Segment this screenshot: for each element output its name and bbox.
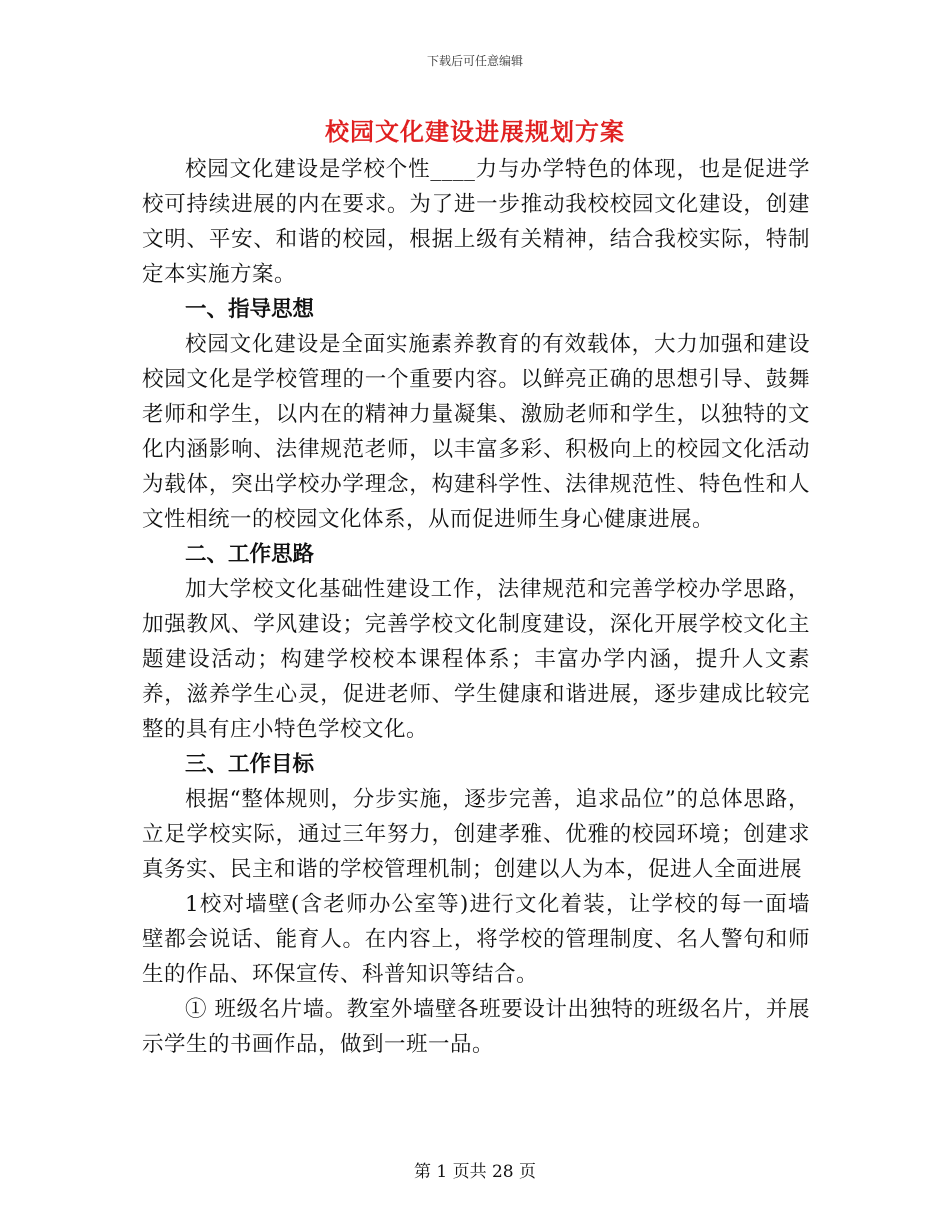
page-number: 第 1 页共 28 页	[413, 1162, 537, 1182]
work-approach-paragraph: 加大学校文化基础性建设工作，法律规范和完善学校办学思路，加强教风、学风建设；完善学校文化制度建设，深化开展学校文化主题建设活动；构建学校校本课程体系；丰富办学内涵，提升人文素养，滋养学生心灵，促进老师、学生健康和谐进展，逐步建成比较完整的具有庄小特色学校文化。	[142, 577, 810, 742]
class-card-wall-paragraph: ① 班级名片墙。教室外墙壁各班要设计出独特的班级名片，并展示学生的书画作品，做到一班一品。	[142, 997, 810, 1057]
guiding-thought-paragraph: 校园文化建设是全面实施素养教育的有效载体，大力加强和建设校园文化是学校管理的一个重要内容。以鲜亮正确的思想引导、鼓舞老师和学生，以内在的精神力量凝集、激励老师和学生，以独特的文化内涵影响、法律规范老师，以丰富多彩、积极向上的校园文化活动为载体，突出学校办学理念，构建科学性、法律规范性、特色性和人文性相统一的校园文化体系，从而促进师生身心健康进展。	[142, 332, 810, 532]
wall-culture-paragraph: 1校对墙壁(含老师办公室等)进行文化着装，让学校的每一面墙壁都会说话、能育人。在内容上，将学校的管理制度、名人警句和师生的作品、环保宣传、科普知识等结合。	[142, 892, 810, 987]
work-goals-paragraph: 根据“整体规则，分步实施，逐步完善，追求品位”的总体思路，立足学校实际，通过三年努力，创建孝雅、优雅的校园环境；创建求真务实、民主和谐的学校管理机制；创建以人为本，促进人全面进展	[142, 787, 810, 882]
document-body	[142, 152, 810, 1062]
section-heading-work-approach: 二、工作思路	[185, 542, 315, 567]
intro-paragraph: 校园文化建设是学校个性____力与办学特色的体现，也是促进学校可持续进展的内在要求。为了进一步推动我校校园文化建设，创建文明、平安、和谐的校园，根据上级有关精神，结合我校实际，特制定本实施方案。	[142, 157, 810, 287]
page-header-note: 下载后可任意编辑	[426, 54, 523, 68]
section-heading-guiding-thought: 一、指导思想	[185, 297, 315, 322]
section-heading-work-goals: 三、工作目标	[185, 752, 315, 777]
document-title: 校园文化建设进展规划方案	[325, 117, 625, 146]
